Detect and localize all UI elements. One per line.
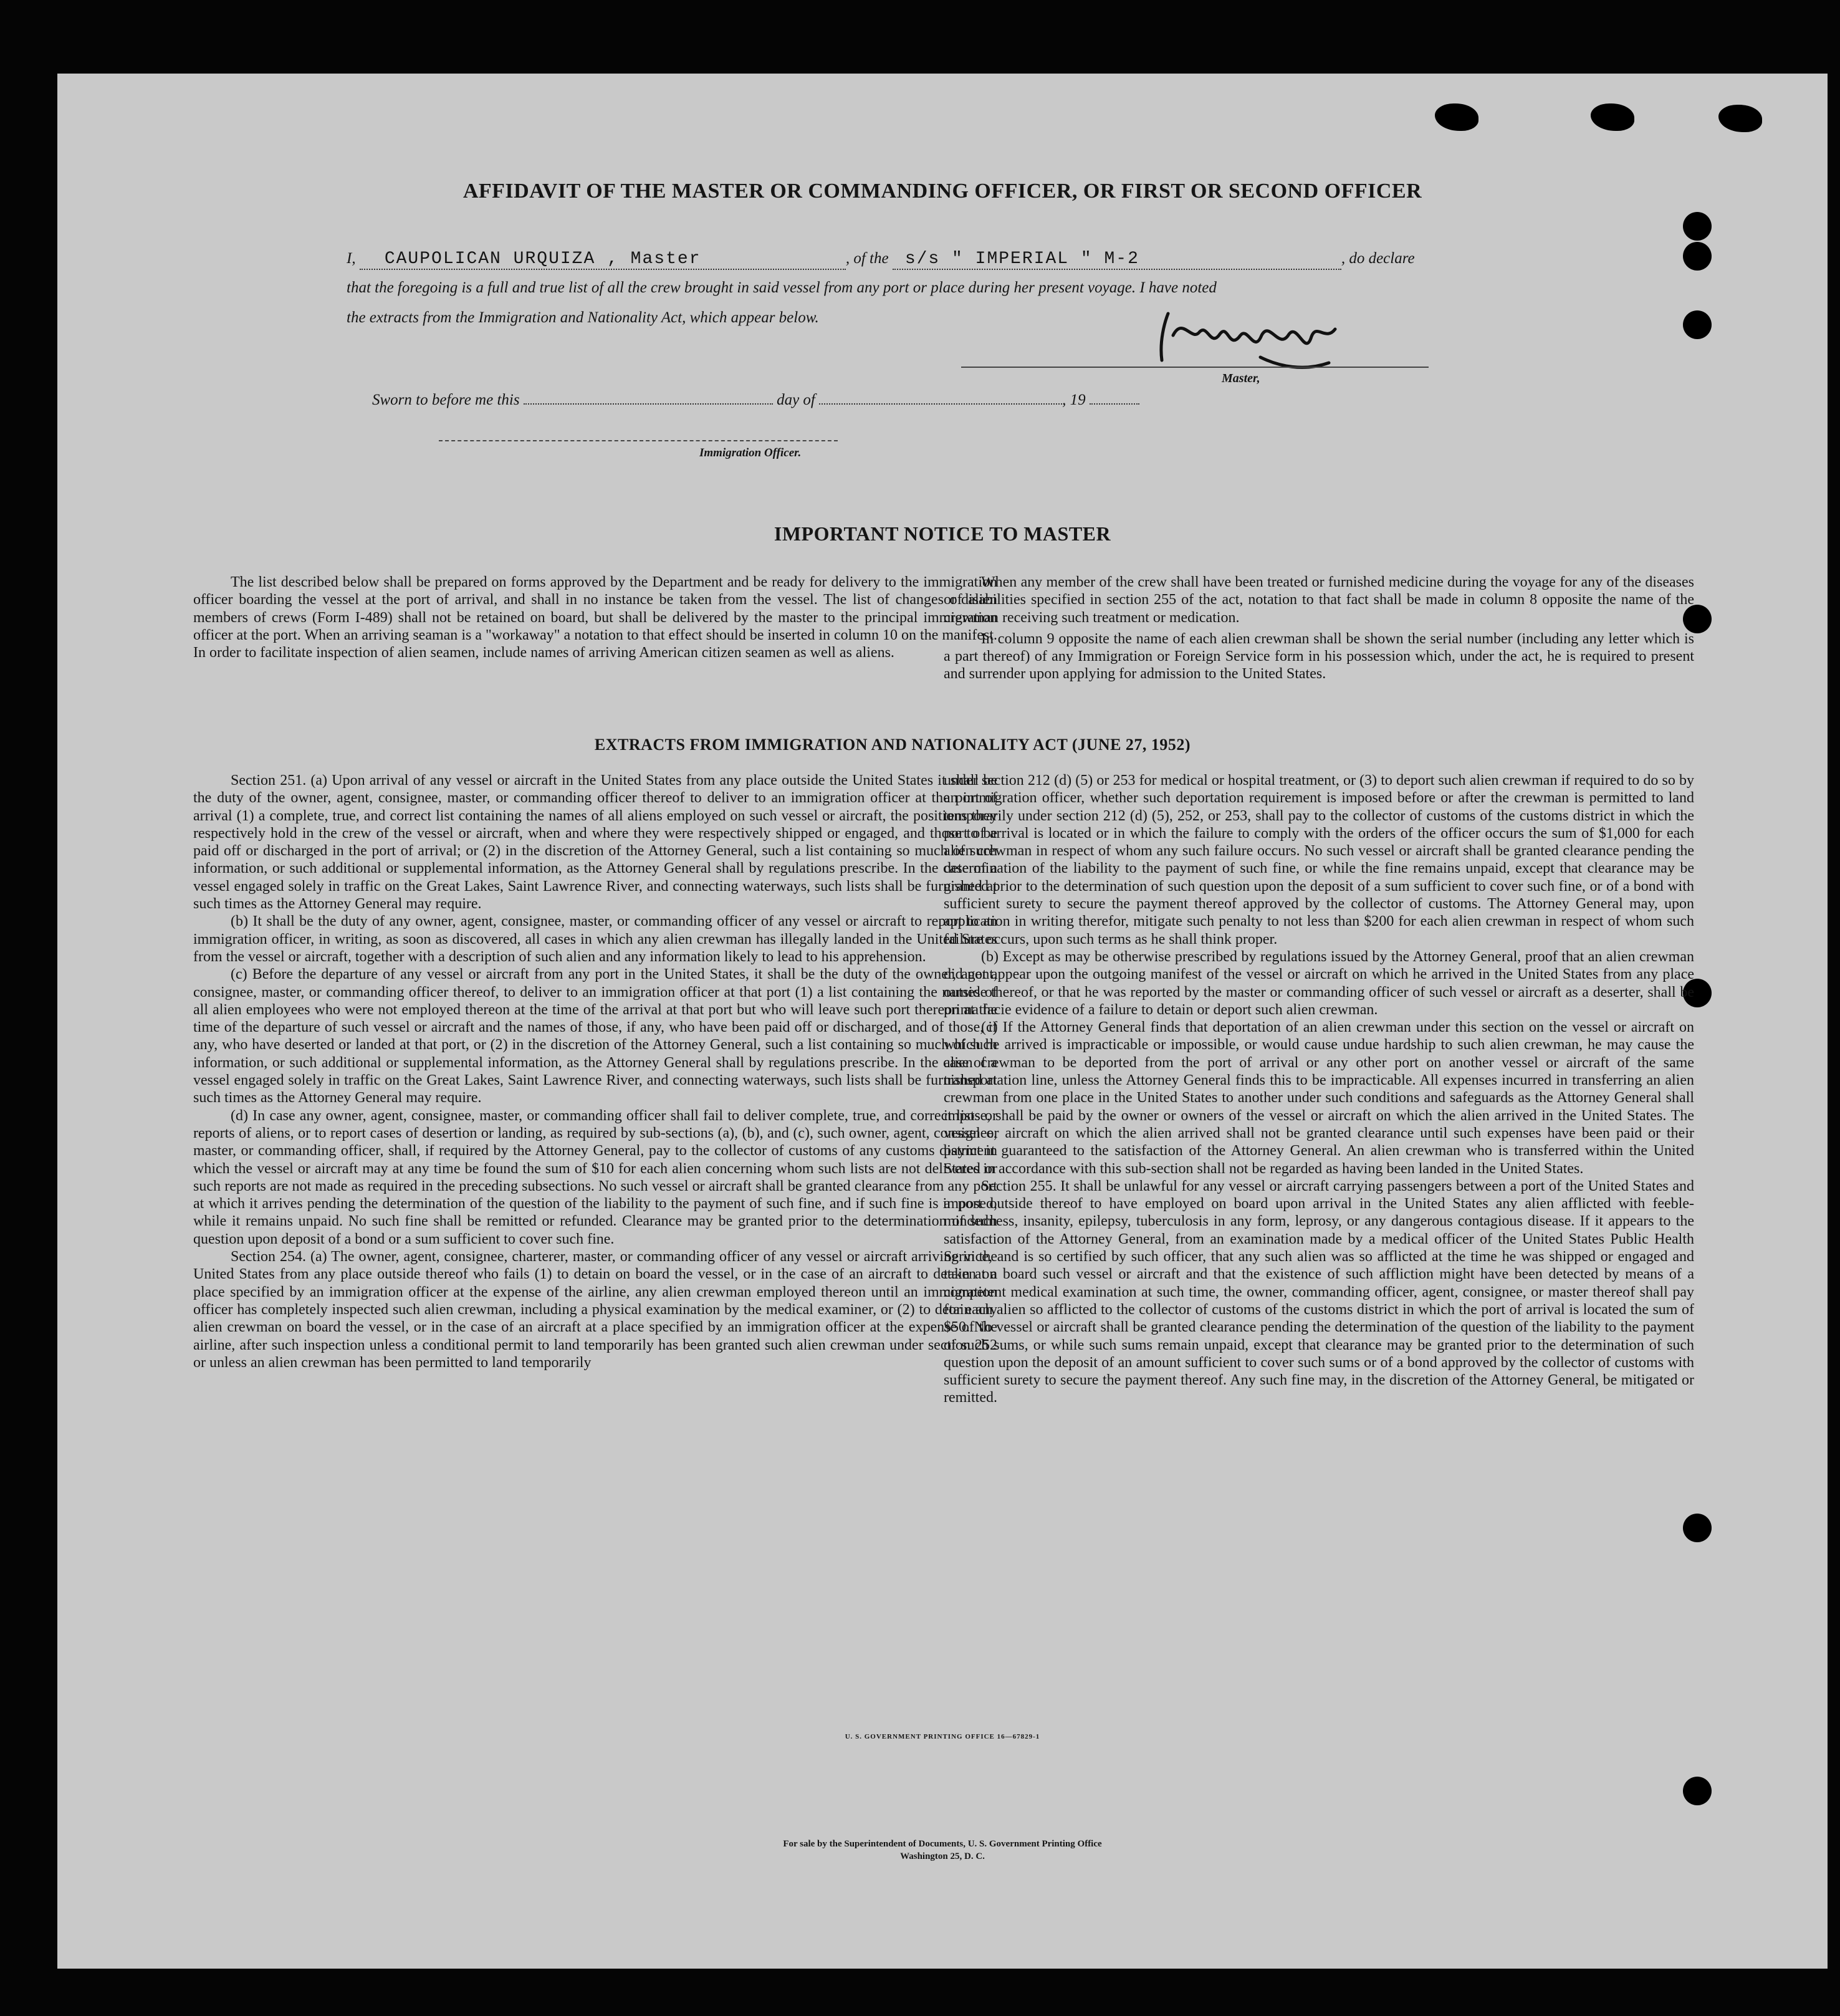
affidavit-title: AFFIDAVIT OF THE MASTER OR COMMANDING OFFICER, OR FIRST OR SECOND OFFICER	[462, 180, 1422, 203]
extracts-title: EXTRACTS FROM IMMIGRATION AND NATIONALITY ACT (JUNE 27, 1952)	[594, 736, 1191, 754]
extract-section-251d: (d) In case any owner, agent, consignee, master, or commanding officer shall fail to deliver complete, true, and correct lists or reports of aliens, or to report cases of desertion or landing, as required by sub-sections (a), (b), and (c), such owner, agent, consignee, master, or commanding officer, shall, if required by the Attorney General, pay to the collector of customs of any customs district in which the vessel or aircraft may at any time be found the sum of $10 for each alien concerning whom such lists are not delivered or such reports are not made as required in the preceding subsections. No such vessel or aircraft shall be granted clearance from any port at which it arrives pending the determination of the question of the liability to the payment of such fine, and if such fine is imposed, while it remains unpaid. No such fine shall be remitted or refunded. Clearance may be granted prior to the determination of such question upon deposit of a bond or a sum sufficient to cover such fine.	[193, 1107, 997, 1247]
extract-section-254b: (b) Except as may be otherwise prescribed by regulations issued by the Attorney General, proof that an alien crewman did not appear upon the outgoing manifest of the vessel or aircraft on which he arrived in the United States from any place outside thereof, or that he was reported by the master or commanding officer of such vessel or aircraft as a deserter, shall be prima facie evidence of a failure to detain or deport such alien crewman.	[944, 948, 1694, 1018]
punch-hole	[1718, 105, 1762, 132]
officer-caption: Immigration Officer.	[699, 446, 802, 459]
officer-signature-line	[439, 440, 838, 441]
document-page	[57, 74, 1828, 1969]
extract-section-255: Section 255. It shall be unlawful for any vessel or aircraft carrying passengers between a port of the United States and a port outside thereof to have employed on board upon arrival in the United States any alien afflicted with feeble-mindedness, insanity, epilepsy, tuberculosis in any form, leprosy, or any dangerous contagious disease. If it appears to the satisfaction of the Attorney General, from an examination made by a medical officer of the United States Public Health Service, and is so certified by such officer, that any such alien was so afflicted at the time he was shipped or engaged and taken on board such vessel or aircraft and that the existence of such affliction might have been detected by means of a competent medical examination at such time, the owner, commanding officer, agent, consignee, or master thereof shall pay for each alien so afflicted to the collector of customs of the customs district in which the port of arrival is located the sum of $50. No vessel or aircraft shall be granted clearance pending the determination of the question of the liability to the payment of such sums, or while such sums remain unpaid, except that clearance may be granted prior to the determination of such question upon the deposit of an amount sufficient to cover such sums or of a bond approved by the collector of customs with sufficient surety to secure the payment thereof. Any such fine may, in the discretion of the Attorney General, be mitigated or remitted.	[944, 1178, 1694, 1406]
extract-section-251b: (b) It shall be the duty of any owner, agent, consignee, master, or commanding officer of any vessel or aircraft to report to an immigration officer, in writing, as soon as discovered, all cases in which any alien crewman has illegally landed in the United States from the vessel or aircraft, together with a description of such alien and any information likely to lead to his apprehension.	[193, 913, 997, 965]
punch-hole	[1683, 212, 1712, 241]
master-name-field: CAUPOLICAN URQUIZA , Master	[360, 249, 846, 270]
affidavit-declaration-line	[347, 249, 1568, 270]
signature-line	[961, 367, 1429, 368]
sale-line-1: For sale by the Superintendent of Documents, U. S. Government Printing Office	[783, 1839, 1102, 1849]
extract-section-251a: Section 251. (a) Upon arrival of any vessel or aircraft in the United States from any place outside the United States it shall be the duty of the owner, agent, consignee, master, or commanding officer thereof to deliver to an immigration officer at the port of arrival (1) a complete, true, and correct list containing the names of all aliens employed on such vessel or aircraft, the positions they respectively hold in the crew of the vessel or aircraft, when and where they were respectively shipped or engaged, and those to be paid off or discharged in the port of arrival; or (2) in the discretion of the Attorney General, such a list containing so much of such information, or such additional or supplemental information, as the Attorney General shall by regulations prescribe. In the case of a vessel engaged solely in traffic on the Great Lakes, Saint Lawrence River, and connecting waterways, such lists shall be furnished at such times as the Attorney General may require.	[193, 772, 997, 913]
notice-right-paragraph-2: In column 9 opposite the name of each alien crewman shall be shown the serial number (including any letter which is a part thereof) of any Immigration or Foreign Service form in his possession which, under the act, he is required to present and surrender upon applying for admission to the United States.	[944, 630, 1694, 683]
sworn-year: , 19	[1062, 391, 1086, 408]
sworn-day-of: day of	[777, 391, 815, 408]
extract-section-254c: (c) If the Attorney General finds that deportation of an alien crewman under this section on the vessel or aircraft on which he arrived is impracticable or impossible, or would cause undue hardship to such alien crewman, he may cause the alien crewman to be deported from the port of arrival or any other port on another vessel or aircraft of the same transportation line, unless the Attorney General finds this to be impracticable. All expenses incurred in transferring an alien crewman from one place in the United States to another under such conditions and safeguards as the Attorney General shall impose, shall be paid by the owner or owners of the vessel or aircraft on which the alien arrived in the United States. The vessel or aircraft on which the alien arrived shall not be granted clearance until such expenses have been paid or their payment guaranteed to the satisfaction of the Attorney General. An alien crewman who is transferred within the United States in accordance with this sub-section shall not be regarded as having been landed in the United States.	[944, 1019, 1694, 1177]
punch-hole	[1435, 103, 1478, 131]
extracts-left-column	[193, 772, 997, 1371]
notice-left-column	[193, 574, 997, 661]
signature-caption: Master,	[1222, 372, 1260, 385]
punch-hole	[1683, 310, 1712, 339]
sworn-prefix: Sworn to before me this	[372, 391, 520, 408]
extract-section-251c: (c) Before the departure of any vessel or aircraft from any port in the United States, it shall be the duty of the owner, agent, consignee, master, or commanding officer thereof, to deliver to an immigration officer at that port (1) a list containing the names of all alien employees who were not employed thereon at the time of the arrival at that port but who will leave such port thereon at the time of the departure of such vessel or aircraft and the names of those, if any, who have been paid off or discharged, and of those, if any, who have deserted or landed at that port, or (2) in the discretion of the Attorney General, such a list containing so much of such information, or such additional or supplemental information, as the Attorney General shall by regulations prescribe. In the case of a vessel engaged solely in traffic on the Great Lakes, Saint Lawrence River, and connecting waterways, such lists shall be furnished at such times as the Attorney General may require.	[193, 966, 997, 1106]
punch-hole	[1683, 1777, 1712, 1805]
declaration-suffix: , do declare	[1341, 250, 1415, 267]
sale-line-2: Washington 25, D. C.	[900, 1851, 985, 1861]
extracts-right-column	[944, 772, 1694, 1407]
notice-right-paragraph-1: When any member of the crew shall have been treated or furnished medicine during the voyage for any of the diseases or disabilities specified in section 255 of the act, notation to that fact shall be made in column 8 opposite the name of the crewman receiving such treatment or medication.	[944, 574, 1694, 626]
affidavit-line-2: that the foregoing is a full and true list of all the crew brought in said vessel from any port or place during her present voyage. I have noted	[347, 279, 1217, 296]
sworn-line	[372, 391, 1139, 409]
sworn-month-field	[819, 403, 1062, 405]
extract-section-254a: Section 254. (a) The owner, agent, consignee, charterer, master, or commanding officer of any vessel or aircraft arriving in the United States from any place outside thereof who fails (1) to detain on board the vessel, or in the case of an aircraft to detain at a place specified by an immigration officer at the expense of the airline, any alien crewman employed thereon until an immigration officer has completely inspected such alien crewman, including a physical examination by the medical examiner, or (2) to detain any alien crewman on board the vessel, or in the case of an aircraft at a place specified by an immigration officer at the expense of the airline, after such inspection unless a conditional permit to land temporarily has been granted such alien crewman under section 252 or unless an alien crewman has been permitted to land temporarily	[193, 1249, 997, 1371]
punch-hole	[1591, 103, 1634, 131]
punch-hole	[1683, 242, 1712, 271]
sworn-year-field	[1090, 403, 1139, 405]
sworn-day-field	[524, 403, 773, 405]
affidavit-line-3: the extracts from the Immigration and Nationality Act, which appear below.	[347, 309, 819, 326]
declaration-prefix: I,	[347, 250, 356, 267]
vessel-name-field: s/s " IMPERIAL " M-2	[893, 249, 1341, 270]
declaration-of-the: , of the	[845, 250, 889, 267]
notice-left-paragraph: The list described below shall be prepared on forms approved by the Department and be ready for delivery to the immigration officer boarding the vessel at the port of arrival, and shall in no instance be taken from the vessel. The list of changes of alien members of crews (Form I-489) shall not be retained on board, but shall be delivered by the master to the principal immigration officer at the port. When an arriving seaman is a "workaway" a notation to that effect should be inserted in column 10 on the manifest. In order to facilitate inspection of alien seamen, include names of arriving American citizen seamen as well as aliens.	[193, 574, 997, 661]
notice-right-column	[944, 574, 1694, 683]
extract-section-254a-cont: under section 212 (d) (5) or 253 for medical or hospital treatment, or (3) to deport such alien crewman if required to do so by an immigration officer, whether such deportation requirement is imposed before or after the crewman is permitted to land temporarily under section 212 (d) (5), 252, or 253, shall pay to the collector of customs of the customs district in which the port of arrival is located or in which the failure to comply with the orders of the officer occurs the sum of $1,000 for each alien crewman in respect of whom any such failure occurs. No such vessel or aircraft shall be granted clearance pending the determination of the liability to the payment of such fine, or while the fine remains unpaid, except that clearance may be granted prior to the determination of such question upon the deposit of a sum sufficient to cover such fine, or of a bond with sufficient surety to secure the payment thereof approved by the collector of customs. The Attorney General may, upon application in writing therefor, mitigate such penalty to not less than $200 for each alien crewman in respect of whom such failure occurs, upon such terms as he shall think proper.	[944, 772, 1694, 948]
printing-office-line: U. S. GOVERNMENT PRINTING OFFICE 16—67829-1	[845, 1733, 1040, 1740]
punch-hole	[1683, 1514, 1712, 1542]
notice-title: IMPORTANT NOTICE TO MASTER	[774, 522, 1111, 545]
